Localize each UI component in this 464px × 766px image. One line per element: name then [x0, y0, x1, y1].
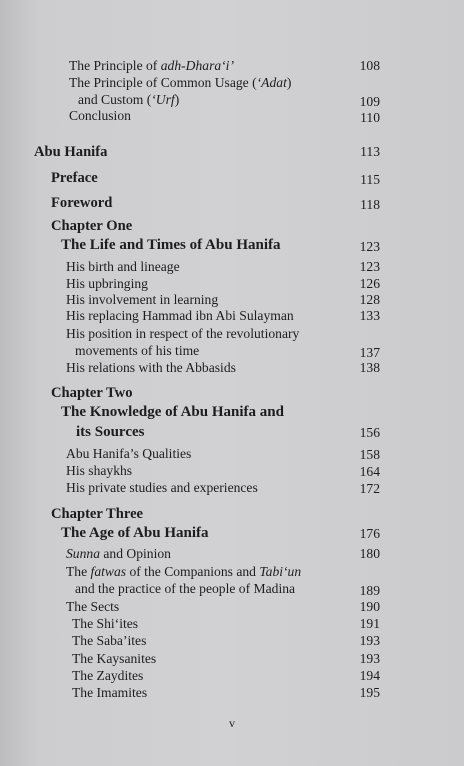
page-number: 115 [360, 172, 380, 187]
entry-title: His position in respect of the revolutionary [66, 326, 300, 341]
chapter-title: The Age of Abu Hanifa [61, 525, 209, 541]
page-number: 138 [359, 360, 380, 375]
chapter-number: Chapter One [51, 218, 133, 234]
chapter-number: Chapter Three [51, 506, 144, 522]
entry-title: His involvement in learning [66, 292, 219, 307]
entry-title: The Saba’ites [72, 633, 147, 648]
entry-title: movements of his time [75, 343, 200, 358]
entry-title: Sunna and Opinion [66, 546, 171, 561]
entry-title: The Zaydites [72, 668, 144, 683]
page-number: 113 [360, 144, 380, 159]
entry-title: and Custom (‘Urf) [78, 92, 180, 107]
page-number: 195 [359, 685, 380, 700]
entry-title: His relations with the Abbasids [66, 360, 236, 375]
page-number: 191 [359, 616, 380, 631]
entry-title: and the practice of the people of Madina [75, 581, 296, 596]
entry-title: His birth and lineage [66, 259, 180, 274]
entry-title: Abu Hanifa’s Qualities [66, 446, 192, 461]
entry-title: The Shi‘ites [72, 616, 139, 631]
entry-title: The Kaysanites [72, 651, 157, 666]
page-number: 137 [359, 345, 380, 360]
entry-title: Conclusion [69, 108, 131, 123]
chapter-title: The Knowledge of Abu Hanifa and [61, 404, 284, 420]
entry-title: His replacing Hammad ibn Abi Sulayman [66, 308, 294, 323]
page-number: 193 [359, 633, 380, 648]
chapter-title: its Sources [76, 424, 145, 440]
page-number: 156 [359, 425, 380, 440]
entry-title: Preface [51, 170, 98, 186]
chapter-number: Chapter Two [51, 385, 133, 401]
page-number: 158 [359, 447, 380, 462]
page-number: 194 [359, 668, 380, 683]
page-number: 109 [359, 94, 380, 109]
entry-title: The Imamites [72, 685, 148, 700]
chapter-title: The Life and Times of Abu Hanifa [61, 237, 281, 253]
part-title: Abu Hanifa [34, 144, 108, 160]
entry-title: His upbringing [66, 276, 148, 291]
page-number: 123 [359, 259, 380, 274]
page-number: 164 [359, 464, 380, 479]
page-number: 189 [359, 583, 380, 598]
page-number: 172 [359, 481, 380, 496]
page-number: 176 [359, 526, 380, 541]
page-number: 108 [359, 58, 380, 73]
page-number: 128 [359, 292, 380, 307]
page-number: 123 [359, 239, 380, 254]
page-number: 126 [359, 276, 380, 291]
page-number: 133 [359, 308, 380, 323]
page-number: 118 [360, 197, 380, 212]
entry-title: The Principle of Common Usage (‘Adat) [69, 75, 292, 90]
entry-title: The fatwas of the Companions and Tabi‘un [66, 564, 302, 579]
page-number: 180 [359, 546, 380, 561]
page-folio: v [229, 716, 235, 730]
page-number: 110 [360, 110, 380, 125]
entry-title: Foreword [51, 195, 113, 211]
entry-title: The Sects [66, 599, 120, 614]
entry-title: His private studies and experiences [66, 480, 258, 495]
page-number: 193 [359, 651, 380, 666]
page-number: 190 [359, 599, 380, 614]
entry-title: His shaykhs [66, 463, 133, 478]
entry-title: The Principle of adh-Dhara‘i’ [69, 58, 234, 73]
